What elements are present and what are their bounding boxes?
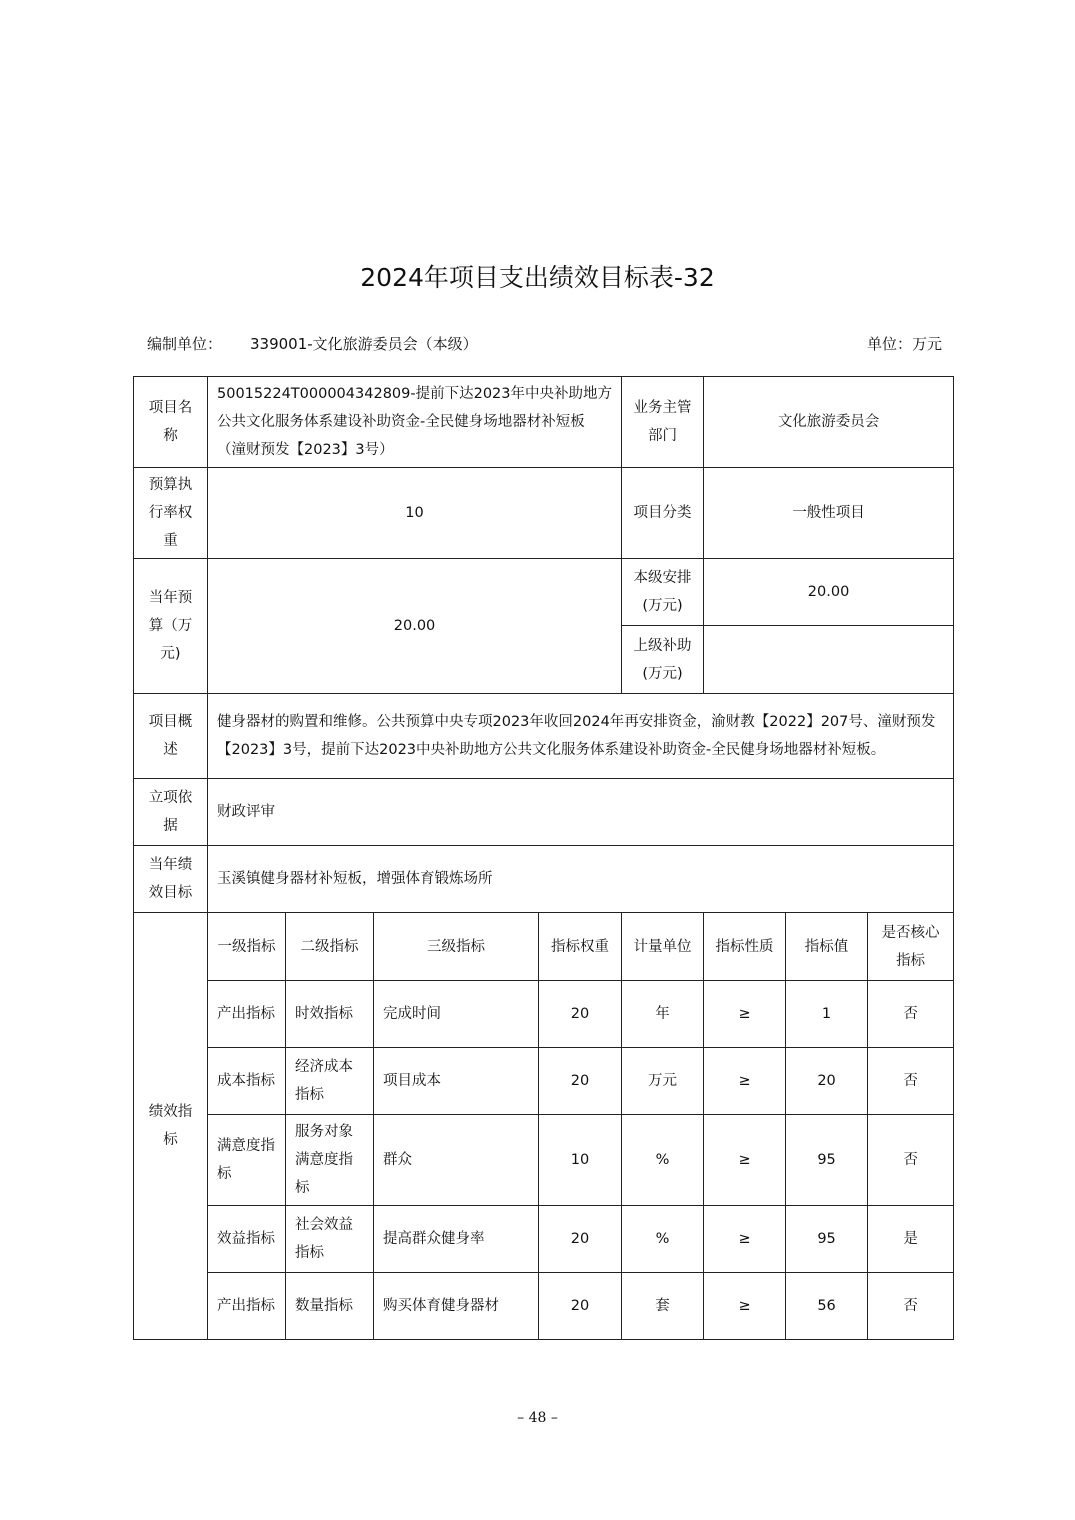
table-row — [134, 1048, 954, 1115]
indicator-unit: 年 — [622, 981, 704, 1048]
header-weight: 指标权重 — [539, 913, 622, 981]
indicator-weight: 20 — [539, 1048, 622, 1115]
indicator-level1: 效益指标 — [208, 1206, 286, 1273]
table-row — [134, 1273, 954, 1340]
indicator-nature: ≥ — [704, 1206, 786, 1273]
page-title: 2024年项目支出绩效目标表-32 — [360, 263, 715, 292]
category-value: 一般性项目 — [704, 468, 954, 559]
indicator-level2: 服务对象满意度指标 — [286, 1115, 374, 1206]
row-overview — [134, 694, 954, 779]
basis-value: 财政评审 — [208, 779, 954, 846]
indicator-unit: % — [622, 1206, 704, 1273]
department-label: 业务主管部门 — [622, 377, 704, 468]
indicator-level1: 成本指标 — [208, 1048, 286, 1115]
table-row — [134, 981, 954, 1048]
basis-label: 立项依据 — [134, 779, 208, 846]
indicator-unit: 套 — [622, 1273, 704, 1340]
indicator-nature: ≥ — [704, 981, 786, 1048]
indicator-unit: % — [622, 1115, 704, 1206]
indicator-level3: 提高群众健身率 — [374, 1206, 539, 1273]
header-level2: 二级指标 — [286, 913, 374, 981]
indicator-core: 否 — [868, 981, 954, 1048]
indicator-nature: ≥ — [704, 1273, 786, 1340]
overview-label: 项目概述 — [134, 694, 208, 779]
indicator-level3: 群众 — [374, 1115, 539, 1206]
indicator-weight: 20 — [539, 981, 622, 1048]
project-name-value: 50015224T000004342809-提前下达2023年中央补助地方公共文化服务体系建设补助资金-全民健身场地器材补短板（潼财预发【2023】3号） — [208, 377, 622, 468]
row-exec-weight — [134, 468, 954, 559]
indicator-value: 1 — [786, 981, 868, 1048]
indicator-value: 20 — [786, 1048, 868, 1115]
exec-weight-label: 预算执行率权重 — [134, 468, 208, 559]
indicator-nature: ≥ — [704, 1115, 786, 1206]
indicator-level3: 购买体育健身器材 — [374, 1273, 539, 1340]
currency-unit: 单位：万元 — [866, 335, 942, 353]
indicator-level2: 时效指标 — [286, 981, 374, 1048]
table-row — [134, 1206, 954, 1273]
compiling-unit-value: 339001-文化旅游委员会（本级） — [250, 335, 478, 353]
indicator-header-row — [134, 913, 954, 981]
indicator-level2: 数量指标 — [286, 1273, 374, 1340]
annual-budget-label: 当年预算（万元) — [134, 559, 208, 694]
row-annual-goal — [134, 846, 954, 913]
compiling-unit — [147, 333, 478, 354]
row-annual-budget — [134, 559, 954, 626]
indicator-weight: 20 — [539, 1273, 622, 1340]
indicator-value: 56 — [786, 1273, 868, 1340]
indicator-value: 95 — [786, 1206, 868, 1273]
indicator-nature: ≥ — [704, 1048, 786, 1115]
header-core: 是否核心指标 — [868, 913, 954, 981]
department-value: 文化旅游委员会 — [704, 377, 954, 468]
page-number: – 48 – — [517, 1410, 558, 1426]
indicator-unit: 万元 — [622, 1048, 704, 1115]
indicator-core: 否 — [868, 1115, 954, 1206]
table-row — [134, 1115, 954, 1206]
row-project-name — [134, 377, 954, 468]
header-nature: 指标性质 — [704, 913, 786, 981]
row-basis — [134, 779, 954, 846]
indicator-core: 否 — [868, 1048, 954, 1115]
annual-goal-label: 当年绩效目标 — [134, 846, 208, 913]
header-unit: 计量单位 — [622, 913, 704, 981]
indicator-level2: 社会效益指标 — [286, 1206, 374, 1273]
indicator-level1: 满意度指标 — [208, 1115, 286, 1206]
compiling-unit-label: 编制单位： — [147, 335, 223, 353]
indicator-level2: 经济成本指标 — [286, 1048, 374, 1115]
indicator-core: 否 — [868, 1273, 954, 1340]
annual-budget-value: 20.00 — [208, 559, 622, 694]
project-name-label: 项目名称 — [134, 377, 208, 468]
upper-subsidy-value — [704, 626, 954, 694]
performance-target-table — [133, 376, 954, 1340]
indicator-level3: 完成时间 — [374, 981, 539, 1048]
category-label: 项目分类 — [622, 468, 704, 559]
upper-subsidy-label: 上级补助(万元) — [622, 626, 704, 694]
header-value: 指标值 — [786, 913, 868, 981]
exec-weight-value: 10 — [208, 468, 622, 559]
annual-goal-value: 玉溪镇健身器材补短板，增强体育锻炼场所 — [208, 846, 954, 913]
header-level3: 三级指标 — [374, 913, 539, 981]
indicator-core: 是 — [868, 1206, 954, 1273]
indicator-weight: 10 — [539, 1115, 622, 1206]
overview-value: 健身器材的购置和维修。公共预算中央专项2023年收回2024年再安排资金，渝财教【2022】207号、潼财预发【2023】3号，提前下达2023中央补助地方公共文化服务体系建设补助资金-全民健身场地器材补短板。 — [208, 694, 954, 779]
indicator-weight: 20 — [539, 1206, 622, 1273]
indicator-level1: 产出指标 — [208, 981, 286, 1048]
indicators-label: 绩效指标 — [134, 913, 208, 1340]
indicator-level3: 项目成本 — [374, 1048, 539, 1115]
header-level1: 一级指标 — [208, 913, 286, 981]
indicator-value: 95 — [786, 1115, 868, 1206]
local-arrange-label: 本级安排(万元) — [622, 559, 704, 626]
indicator-level1: 产出指标 — [208, 1273, 286, 1340]
local-arrange-value: 20.00 — [704, 559, 954, 626]
